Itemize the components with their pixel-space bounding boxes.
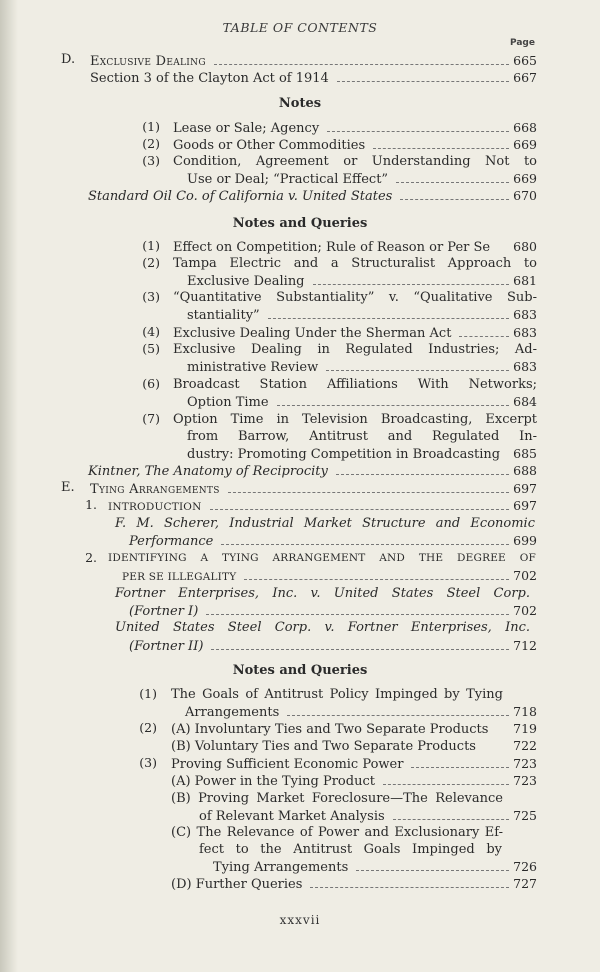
toc-entry-n1 bbox=[173, 119, 537, 137]
toc-entry-q6-line1 bbox=[173, 376, 537, 393]
page-number: 670 bbox=[513, 188, 537, 203]
page-number: 702 bbox=[513, 603, 537, 618]
toc-entry-title: Tampa Electric and a Structuralist Approach to bbox=[173, 256, 537, 271]
page-number: 669 bbox=[513, 137, 537, 152]
toc-entry-title: dustry: Promoting Competition in Broadcasting bbox=[187, 447, 501, 462]
toc-entry-title: (A) Power in the Tying Product bbox=[171, 774, 375, 789]
toc-entry-clayton bbox=[90, 69, 537, 87]
toc-entry-kintner bbox=[88, 462, 537, 480]
toc-entry-title: (Fortner II) bbox=[129, 639, 204, 654]
leader-dots bbox=[214, 64, 509, 65]
toc-entry-q2-line2 bbox=[187, 272, 537, 290]
toc-entry-title: (A) Involuntary Ties and Two Separate Products bbox=[171, 722, 489, 737]
item-number: (2) bbox=[142, 136, 160, 151]
page-column-label: Page bbox=[510, 38, 535, 48]
toc-entry-title: stantiality” bbox=[187, 308, 260, 323]
toc-entry-title: Performance bbox=[129, 534, 214, 549]
leader-dots bbox=[287, 715, 509, 716]
toc-entry-title: Tying Arrangements bbox=[213, 860, 349, 875]
toc-entry-title: Use or Deal; “Practical Effect” bbox=[187, 172, 389, 187]
leader-dots bbox=[326, 370, 509, 371]
toc-entry-title: Exclusive Dealing Under the Sherman Act bbox=[173, 326, 452, 341]
page-number: 702 bbox=[513, 568, 537, 583]
leader-dots bbox=[459, 336, 509, 337]
item-number: (3) bbox=[142, 153, 160, 168]
toc-entry-e bbox=[90, 480, 537, 498]
page-number: 727 bbox=[513, 876, 537, 891]
toc-entry-title: Lease or Sale; Agency bbox=[173, 121, 320, 136]
toc-entry-title: (D) Further Queries bbox=[171, 877, 303, 892]
page-number: 683 bbox=[513, 307, 537, 322]
toc-entry-t3c-line2 bbox=[199, 841, 537, 858]
page-number: 719 bbox=[513, 721, 537, 736]
toc-entry-t2b bbox=[171, 737, 537, 755]
toc-entry-e2-line1 bbox=[108, 550, 537, 567]
toc-entry-title: United States Steel Corp. v. Fortner Enterprises, Inc. bbox=[115, 620, 530, 635]
leader-dots bbox=[383, 784, 509, 785]
page-number: 683 bbox=[513, 325, 537, 340]
item-number: 1. bbox=[85, 497, 97, 512]
leader-dots bbox=[310, 887, 509, 888]
page-number: 718 bbox=[513, 704, 537, 719]
page-number: 665 bbox=[513, 53, 537, 68]
page-number: 668 bbox=[513, 120, 537, 135]
toc-entry-title: The Goals of Antitrust Policy Impinged by Tying bbox=[171, 687, 503, 702]
toc-entry-title: “Quantitative Substantiality” v. “Qualitative Sub- bbox=[173, 290, 537, 305]
leader-dots bbox=[277, 405, 510, 406]
item-number: (2) bbox=[142, 255, 160, 270]
item-number: (4) bbox=[142, 324, 160, 339]
page-header: TABLE OF CONTENTS bbox=[222, 20, 378, 35]
toc-entry-fortner1-line2 bbox=[129, 602, 537, 620]
toc-entry-q7-line1 bbox=[173, 411, 537, 428]
toc-entry-title: INTRODUCTION bbox=[108, 501, 202, 513]
leader-dots bbox=[336, 474, 509, 475]
leader-dots bbox=[327, 131, 509, 132]
toc-entry-e1 bbox=[108, 497, 537, 516]
toc-entry-t3b-line1 bbox=[171, 790, 537, 807]
toc-entry-title: Effect on Competition; Rule of Reason or Per Se bbox=[173, 240, 491, 255]
item-number: (3) bbox=[139, 755, 157, 770]
page-number: 699 bbox=[513, 533, 537, 548]
toc-entry-title: PER SE ILLEGALITY bbox=[122, 571, 237, 583]
item-number: (2) bbox=[139, 720, 157, 735]
page-number: 725 bbox=[513, 808, 537, 823]
page-number: 723 bbox=[513, 756, 537, 771]
page-number: 712 bbox=[513, 638, 537, 653]
toc-entry-title: (C) The Relevance of Power and Exclusionary Ef- bbox=[171, 825, 503, 840]
item-number: (1) bbox=[142, 238, 160, 253]
heading-notes-queries-1: Notes and Queries bbox=[232, 216, 368, 231]
item-number: (3) bbox=[142, 289, 160, 304]
toc-entry-scherer-line1 bbox=[115, 515, 537, 532]
item-number: (1) bbox=[142, 119, 160, 134]
page-number: 688 bbox=[513, 463, 537, 478]
toc-entry-d bbox=[90, 52, 537, 70]
toc-entry-title: ministrative Review bbox=[187, 360, 319, 375]
toc-entry-q2-line1 bbox=[173, 255, 537, 272]
toc-entry-q4 bbox=[173, 324, 537, 342]
page-number: 667 bbox=[513, 70, 537, 85]
page-number: 680 bbox=[513, 239, 537, 254]
toc-entry-t3a bbox=[171, 772, 537, 790]
leader-dots bbox=[206, 614, 509, 615]
page-number: 684 bbox=[513, 394, 537, 409]
toc-entry-t3c-line3 bbox=[213, 858, 537, 876]
page-edge-shadow bbox=[0, 0, 18, 972]
toc-entry-title: Proving Sufficient Economic Power bbox=[171, 757, 404, 772]
leader-dots bbox=[210, 509, 510, 510]
toc-entry-q5-line1 bbox=[173, 341, 537, 358]
toc-entry-q3-line1 bbox=[173, 289, 537, 306]
item-number: (1) bbox=[139, 686, 157, 701]
leader-dots bbox=[396, 182, 509, 183]
toc-entry-q1 bbox=[173, 238, 537, 256]
toc-entry-title: Option Time in Television Broadcasting, Excerpt bbox=[173, 412, 537, 427]
page-number: 723 bbox=[513, 773, 537, 788]
toc-entry-q5-line2 bbox=[187, 358, 537, 376]
item-number: (5) bbox=[142, 341, 160, 356]
toc-entry-e2-line2 bbox=[122, 567, 537, 586]
toc-entry-q6-line2 bbox=[187, 393, 537, 411]
page-number: 685 bbox=[513, 446, 537, 461]
toc-entry-title: from Barrow, Antitrust and Regulated In- bbox=[187, 429, 537, 444]
toc-entry-t2a bbox=[171, 720, 537, 738]
toc-entry-fortner2-line2 bbox=[129, 637, 537, 655]
toc-entry-q3-line2 bbox=[187, 306, 537, 324]
toc-entry-title: Arrangements bbox=[185, 705, 280, 720]
leader-dots bbox=[268, 318, 509, 319]
page-number: 697 bbox=[513, 498, 537, 513]
toc-entry-title: Standard Oil Co. of California v. United States bbox=[88, 189, 393, 204]
toc-entry-title: Exclusive Dealing bbox=[187, 274, 305, 289]
page-number: 722 bbox=[513, 738, 537, 753]
heading-notes: Notes bbox=[278, 96, 322, 111]
toc-entry-t3 bbox=[171, 755, 537, 773]
toc-entry-title: Fortner Enterprises, Inc. v. United States Steel Corp. bbox=[115, 586, 530, 601]
toc-entry-title: fect to the Antitrust Goals Impinged by bbox=[199, 842, 502, 857]
toc-entry-title: Exclusive Dealing in Regulated Industries; Ad- bbox=[173, 342, 537, 357]
leader-dots bbox=[373, 148, 509, 149]
leader-dots bbox=[400, 199, 509, 200]
toc-entry-title: F. M. Scherer, Industrial Market Structure and Economic bbox=[115, 516, 535, 531]
page-number: 726 bbox=[513, 859, 537, 874]
toc-entry-title: (B) Proving Market Foreclosure—The Relevance bbox=[171, 791, 503, 806]
heading-notes-queries-2: Notes and Queries bbox=[232, 663, 368, 678]
toc-entry-fortner1-line1 bbox=[115, 585, 537, 602]
toc-entry-title: of Relevant Market Analysis bbox=[199, 809, 385, 824]
toc-entry-t1-line2 bbox=[185, 703, 537, 721]
page-number: 697 bbox=[513, 481, 537, 496]
toc-entry-title: Broadcast Station Affiliations With Networks; bbox=[173, 377, 537, 392]
leader-dots bbox=[244, 579, 509, 580]
toc-entry-title: Goods or Other Commodities bbox=[173, 138, 366, 153]
page-number: 683 bbox=[513, 359, 537, 374]
item-number: (7) bbox=[142, 411, 160, 426]
leader-dots bbox=[221, 544, 509, 545]
toc-entry-n3-line1 bbox=[173, 153, 537, 170]
toc-entry-title: Condition, Agreement or Understanding Not to bbox=[173, 154, 537, 169]
toc-entry-title: Exclusive Dealing bbox=[90, 54, 206, 69]
toc-entry-title: IDENTIFYING A TYING ARRANGEMENT AND THE DEGREE OF bbox=[108, 552, 536, 564]
toc-entry-standard-oil bbox=[88, 187, 537, 205]
leader-dots bbox=[211, 649, 509, 650]
leader-dots bbox=[393, 819, 509, 820]
section-letter-e: E. bbox=[61, 480, 75, 495]
page-number-footer: xxxvii bbox=[279, 913, 321, 927]
leader-dots bbox=[356, 870, 509, 871]
toc-entry-n2 bbox=[173, 136, 537, 154]
item-number: 2. bbox=[85, 550, 97, 565]
leader-dots bbox=[411, 767, 509, 768]
page-number: 681 bbox=[513, 273, 537, 288]
toc-entry-title: Option Time bbox=[187, 395, 269, 410]
item-number: (6) bbox=[142, 376, 160, 391]
toc-entry-title: (B) Voluntary Ties and Two Separate Products bbox=[171, 739, 476, 754]
leader-dots bbox=[337, 81, 509, 82]
toc-entry-title: Tying Arrangements bbox=[90, 482, 220, 497]
toc-entry-title: (Fortner I) bbox=[129, 604, 199, 619]
toc-entry-t3b-line2 bbox=[199, 807, 537, 825]
toc-entry-t3c-line1 bbox=[171, 824, 537, 841]
page-number: 669 bbox=[513, 171, 537, 186]
toc-entry-fortner2-line1 bbox=[115, 619, 537, 636]
toc-entry-t3d bbox=[171, 875, 537, 893]
leader-dots bbox=[228, 492, 509, 493]
toc-entry-title: Section 3 of the Clayton Act of 1914 bbox=[90, 71, 329, 86]
toc-entry-scherer-line2 bbox=[129, 532, 537, 550]
toc-entry-q7-line3 bbox=[187, 445, 537, 463]
toc-entry-q7-line2 bbox=[187, 428, 537, 445]
section-letter-d: D. bbox=[61, 52, 76, 67]
toc-entry-t1-line1 bbox=[171, 686, 537, 703]
toc-entry-title: Kintner, The Anatomy of Reciprocity bbox=[88, 464, 328, 479]
leader-dots bbox=[313, 284, 510, 285]
toc-entry-n3-line2 bbox=[187, 170, 537, 188]
